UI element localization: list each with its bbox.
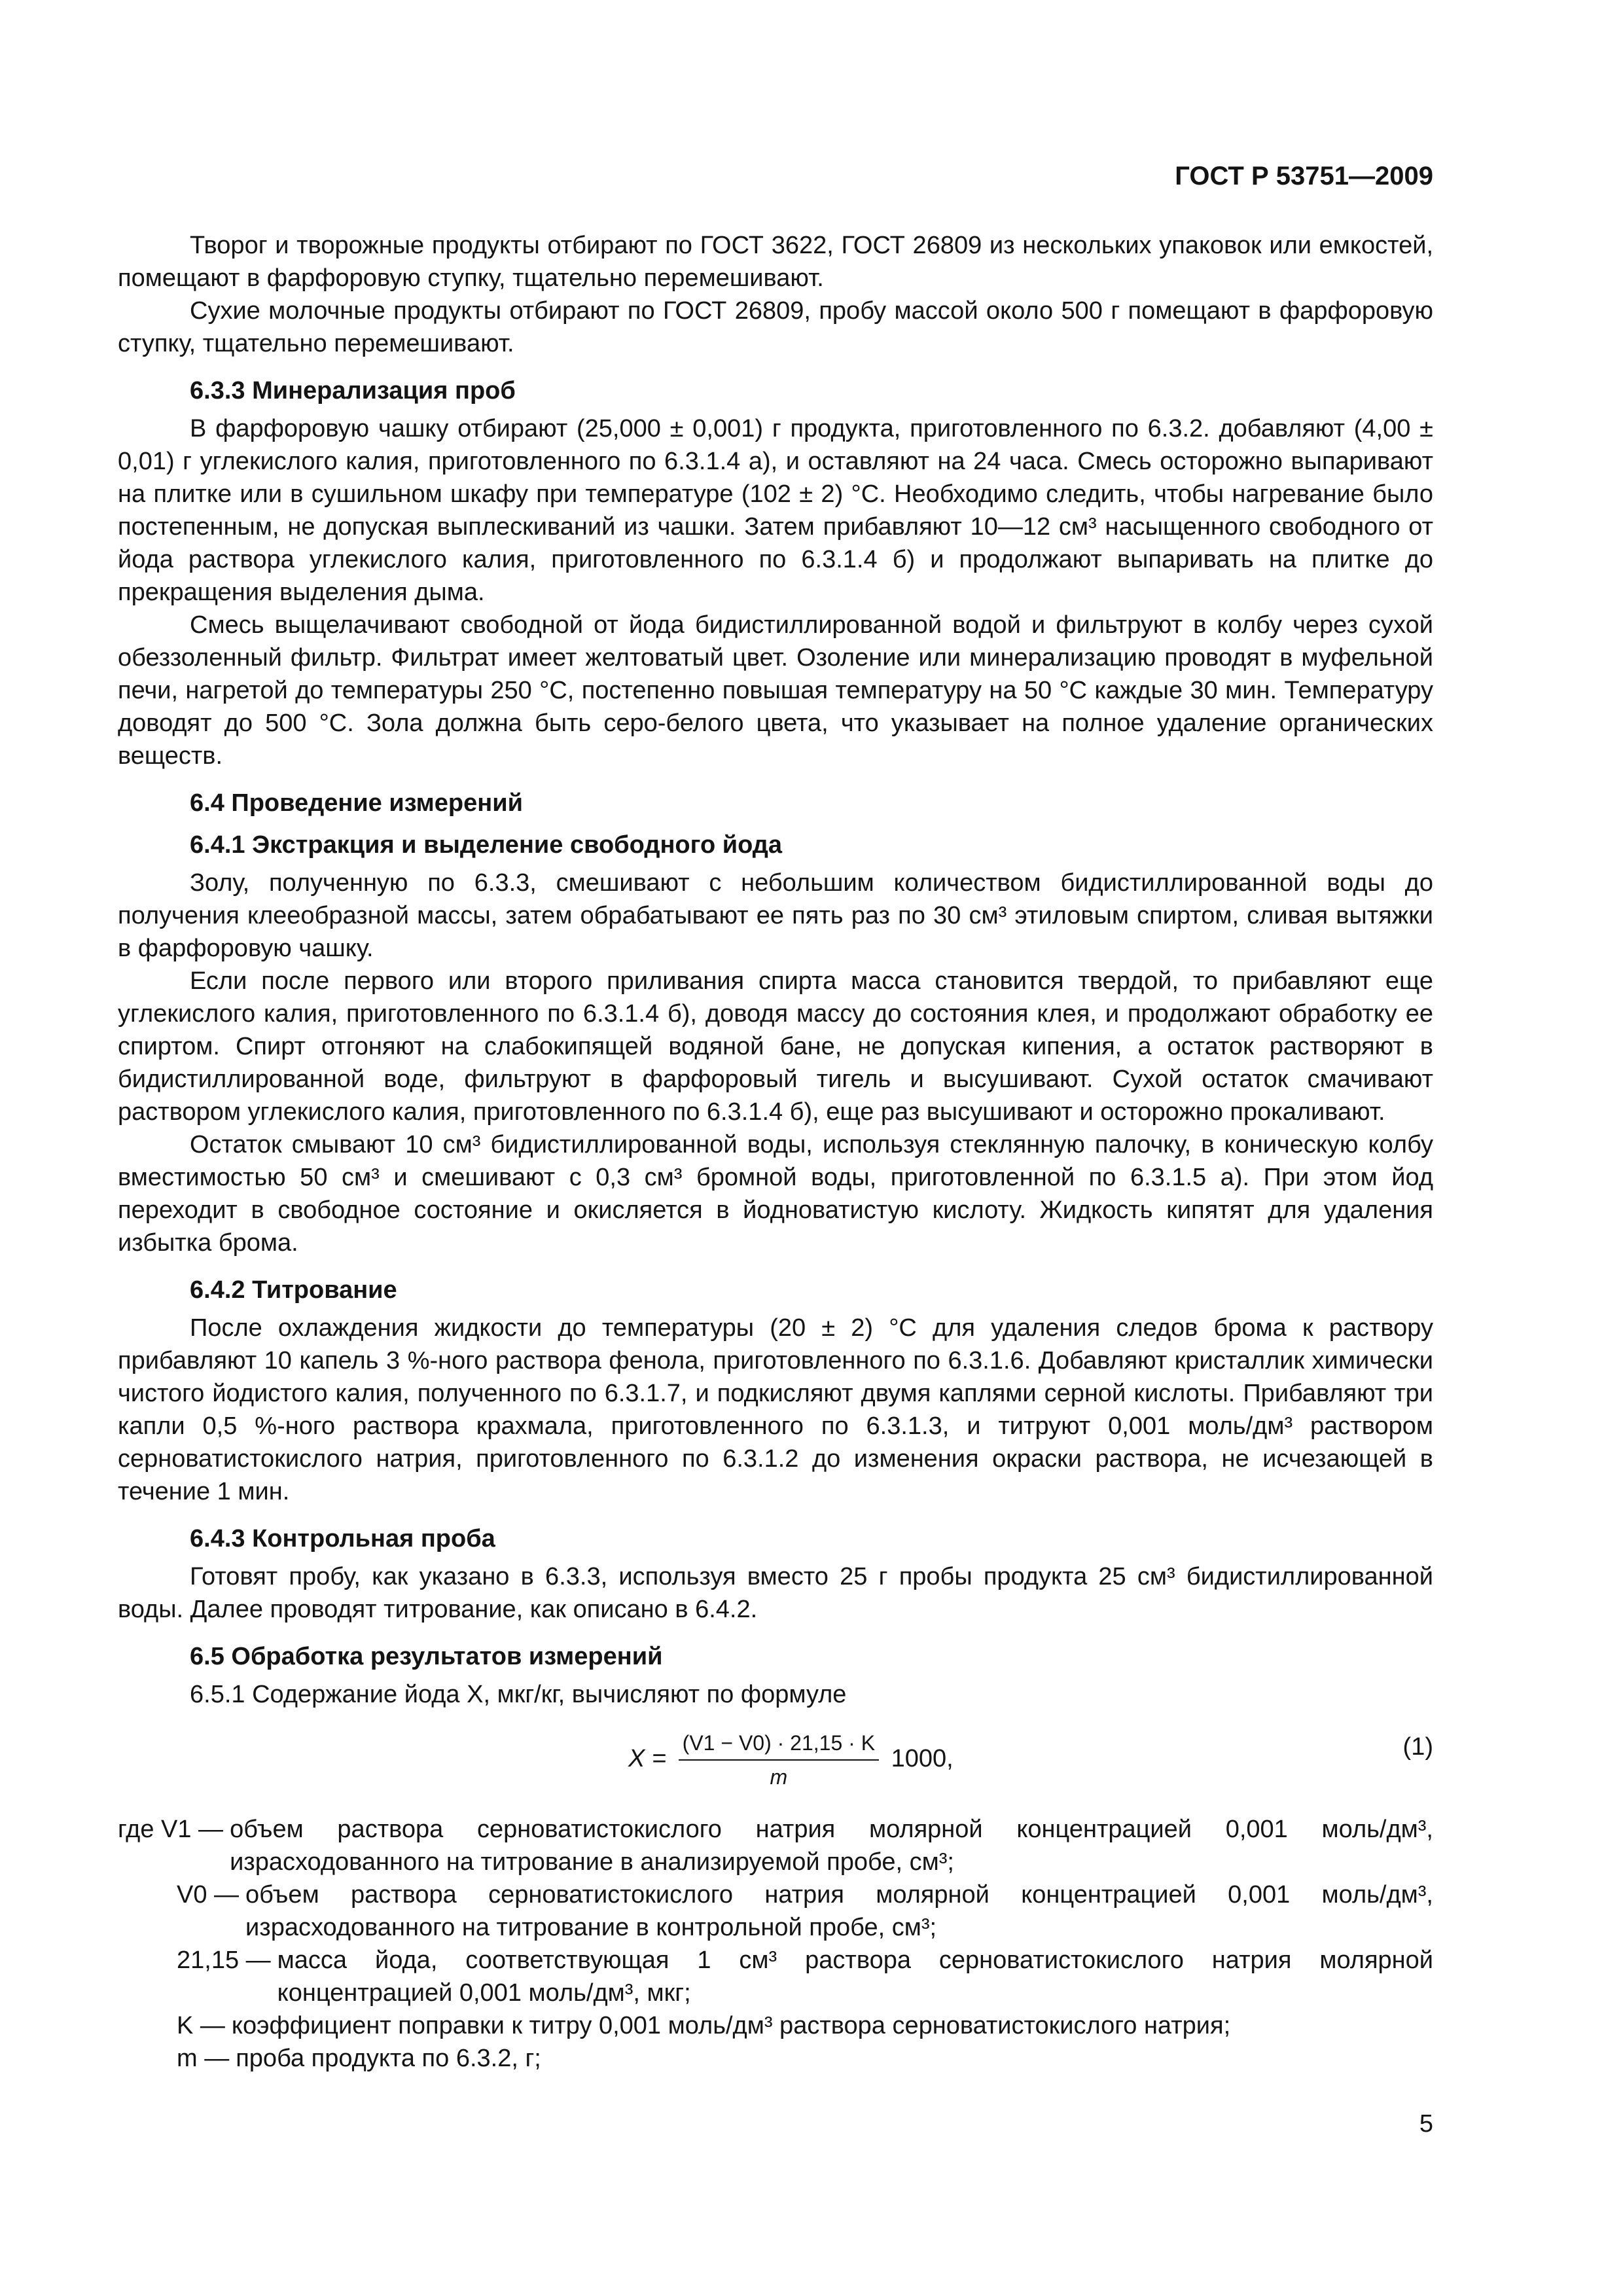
heading-6-5: 6.5 Обработка результатов измерений [190,1643,663,1670]
page-number: 5 [1419,2110,1433,2138]
paragraph-tvorog: Творог и творожные продукты отбирают по ГОСТ 3622, ГОСТ 26809 из нескольких упаковок или емкостей, помещают в фарфоровую ступку, тщательно перемешивают. [118,232,1433,292]
paragraph-6-4-1-b: Если после первого или второго приливания спирта масса становится твердой, то прибавляют еще углекислого калия, приготовленного по 6.3.1.4 б), доводя массу до состояния клея, и продолжают обработку ее спиртом. Спирт отгоняют на слабокипящей водяной бане, не допуская кипения, а остаток растворяют в бидистиллированной воде, фильтруют в фарфоровый тигель и высушивают. Сухой остаток смачивают раствором углекислого калия, приготовленного по 6.3.1.4 б), еще раз высушивают и осторожно прокаливают. [118,967,1433,1126]
paragraph-6-3-3-a: В фарфоровую чашку отбирают (25,000 ± 0,001) г продукта, приготовленного по 6.3.2. добавляют (4,00 ± 0,01) г углекислого калия, приготовленного по 6.3.1.4 а), и оставляют на 24 часа. Смесь осторожно выпаривают на плитке или в сушильном шкафу при температуре (102 ± 2) °С. Необходимо следить, чтобы нагревание было постепенным, не допуская выплескиваний из чашки. Затем прибавляют 10—12 см³ насыщенного свободного от йода раствора углекислого калия, приготовленного по 6.3.1.4 б) и продолжают выпаривать на плитке до прекращения выделения дыма. [118,415,1433,606]
definition-term: K — [177,2012,225,2039]
definition-term: где V1 — [118,1816,224,1843]
formula-fraction [679,1727,879,1793]
formula-denominator: m [770,1765,788,1789]
formula-expression [628,1727,954,1793]
definition-desc: проба продукта по 6.3.2, г; [236,2045,541,2072]
definition-desc: масса йода, соответствующая 1 см³ раствора серноватистокислого натрия молярной концентрацией 0,001 моль/дм³, мкг; [277,1946,1433,2007]
definition-21-15 [118,1944,1433,2009]
paragraph-6-3-3-b: Смесь выщелачивают свободной от йода бидистиллированной водой и фильтруют в колбу через сухой обеззоленный фильтр. Фильтрат имеет желтоватый цвет. Озоление или минерализацию проводят в муфельной печи, нагретой до температуры 250 °С, постепенно повышая температуру на 50 °С каждые 30 мин. Температуру доводят до 500 °С. Зола должна быть серо-белого цвета, что указывает на полное удаление органических веществ. [118,611,1433,770]
heading-6-4-3: 6.4.3 Контрольная проба [190,1525,495,1552]
formula-number: (1) [1402,1733,1433,1761]
paragraph-6-4-1-a: Золу, полученную по 6.3.3, смешивают с небольшим количеством бидистиллированной воды до получения клееобразной массы, затем обрабатывают ее пять раз по 30 см³ этиловым спиртом, сливая вытяжки в фарфоровую чашку. [118,869,1433,962]
paragraph-6-4-2: После охлаждения жидкости до температуры (20 ± 2) °С для удаления следов брома к раствору прибавляют 10 капель 3 %-ного раствора фенола, приготовленного по 6.3.1.6. Добавляют кристаллик химически чистого йодистого калия, полученного по 6.3.1.7, и подкисляют двумя каплями серной кислоты. Прибавляют три капли 0,5 %-ного раствора крахмала, приготовленного по 6.3.1.3, и титруют 0,001 моль/дм³ раствором серноватистокислого натрия, приготовленного по 6.3.1.2 до изменения окраски раствора, не исчезающей в течение 1 мин. [118,1314,1433,1505]
heading-6-4: 6.4 Проведение измерений [190,789,523,817]
definition-term: V0 — [177,1881,240,1909]
paragraph-6-4-1-c: Остаток смывают 10 см³ бидистиллированной воды, используя стеклянную палочку, в коническую колбу вместимостью 50 см³ и смешивают с 0,3 см³ бромной воды, приготовленной по 6.3.1.5 а). При этом йод переходит в свободное состояние и окисляется в йодноватистую кислоту. Жидкость кипятят для удаления избытка брома. [118,1131,1433,1257]
heading-6-4-2: 6.4.2 Титрование [190,1276,397,1304]
definition-k [118,2009,1433,2042]
heading-6-4-1: 6.4.1 Экстракция и выделение свободного йода [190,831,783,859]
document-code: ГОСТ Р 53751—2009 [1175,162,1433,190]
definition-desc: коэффициент поправки к титру 0,001 моль/дм³ раствора серноватистокислого натрия; [231,2012,1231,2039]
definition-desc: объем раствора серноватистокислого натрия молярной концентрацией 0,001 моль/дм³, израсходованного на титрование в анализируемой пробе, см³; [230,1816,1433,1876]
heading-6-3-3: 6.3.3 Минерализация проб [190,377,516,404]
definitions-list [118,1813,1433,2075]
paragraph-dry-milk: Сухие молочные продукты отбирают по ГОСТ 26809, пробу массой около 500 г помещают в фарфоровую ступку, тщательно перемешивают. [118,297,1433,357]
formula-multiplier: 1000, [891,1745,954,1773]
formula-numerator: (V1 − V0) · 21,15 · K [679,1727,879,1761]
definition-m [118,2042,1433,2075]
definition-v0 [118,1878,1433,1944]
formula-lhs: X = [628,1745,667,1773]
definition-term: 21,15 — [177,1946,271,1974]
definition-term: m — [177,2045,230,2072]
definition-v1 [118,1813,1433,1878]
definition-desc: объем раствора серноватистокислого натрия молярной концентрацией 0,001 моль/дм³, израсходованного на титрование в контрольной пробе, см³; [245,1881,1433,1941]
paragraph-6-5-1: 6.5.1 Содержание йода X, мкг/кг, вычисляют по формуле [190,1681,847,1708]
document-body [118,229,1433,2075]
formula-1 [118,1717,1433,1803]
paragraph-6-4-3: Готовят пробу, как указано в 6.3.3, используя вместо 25 г пробы продукта 25 см³ бидистиллированной воды. Далее проводят титрование, как описано в 6.4.2. [118,1563,1433,1623]
